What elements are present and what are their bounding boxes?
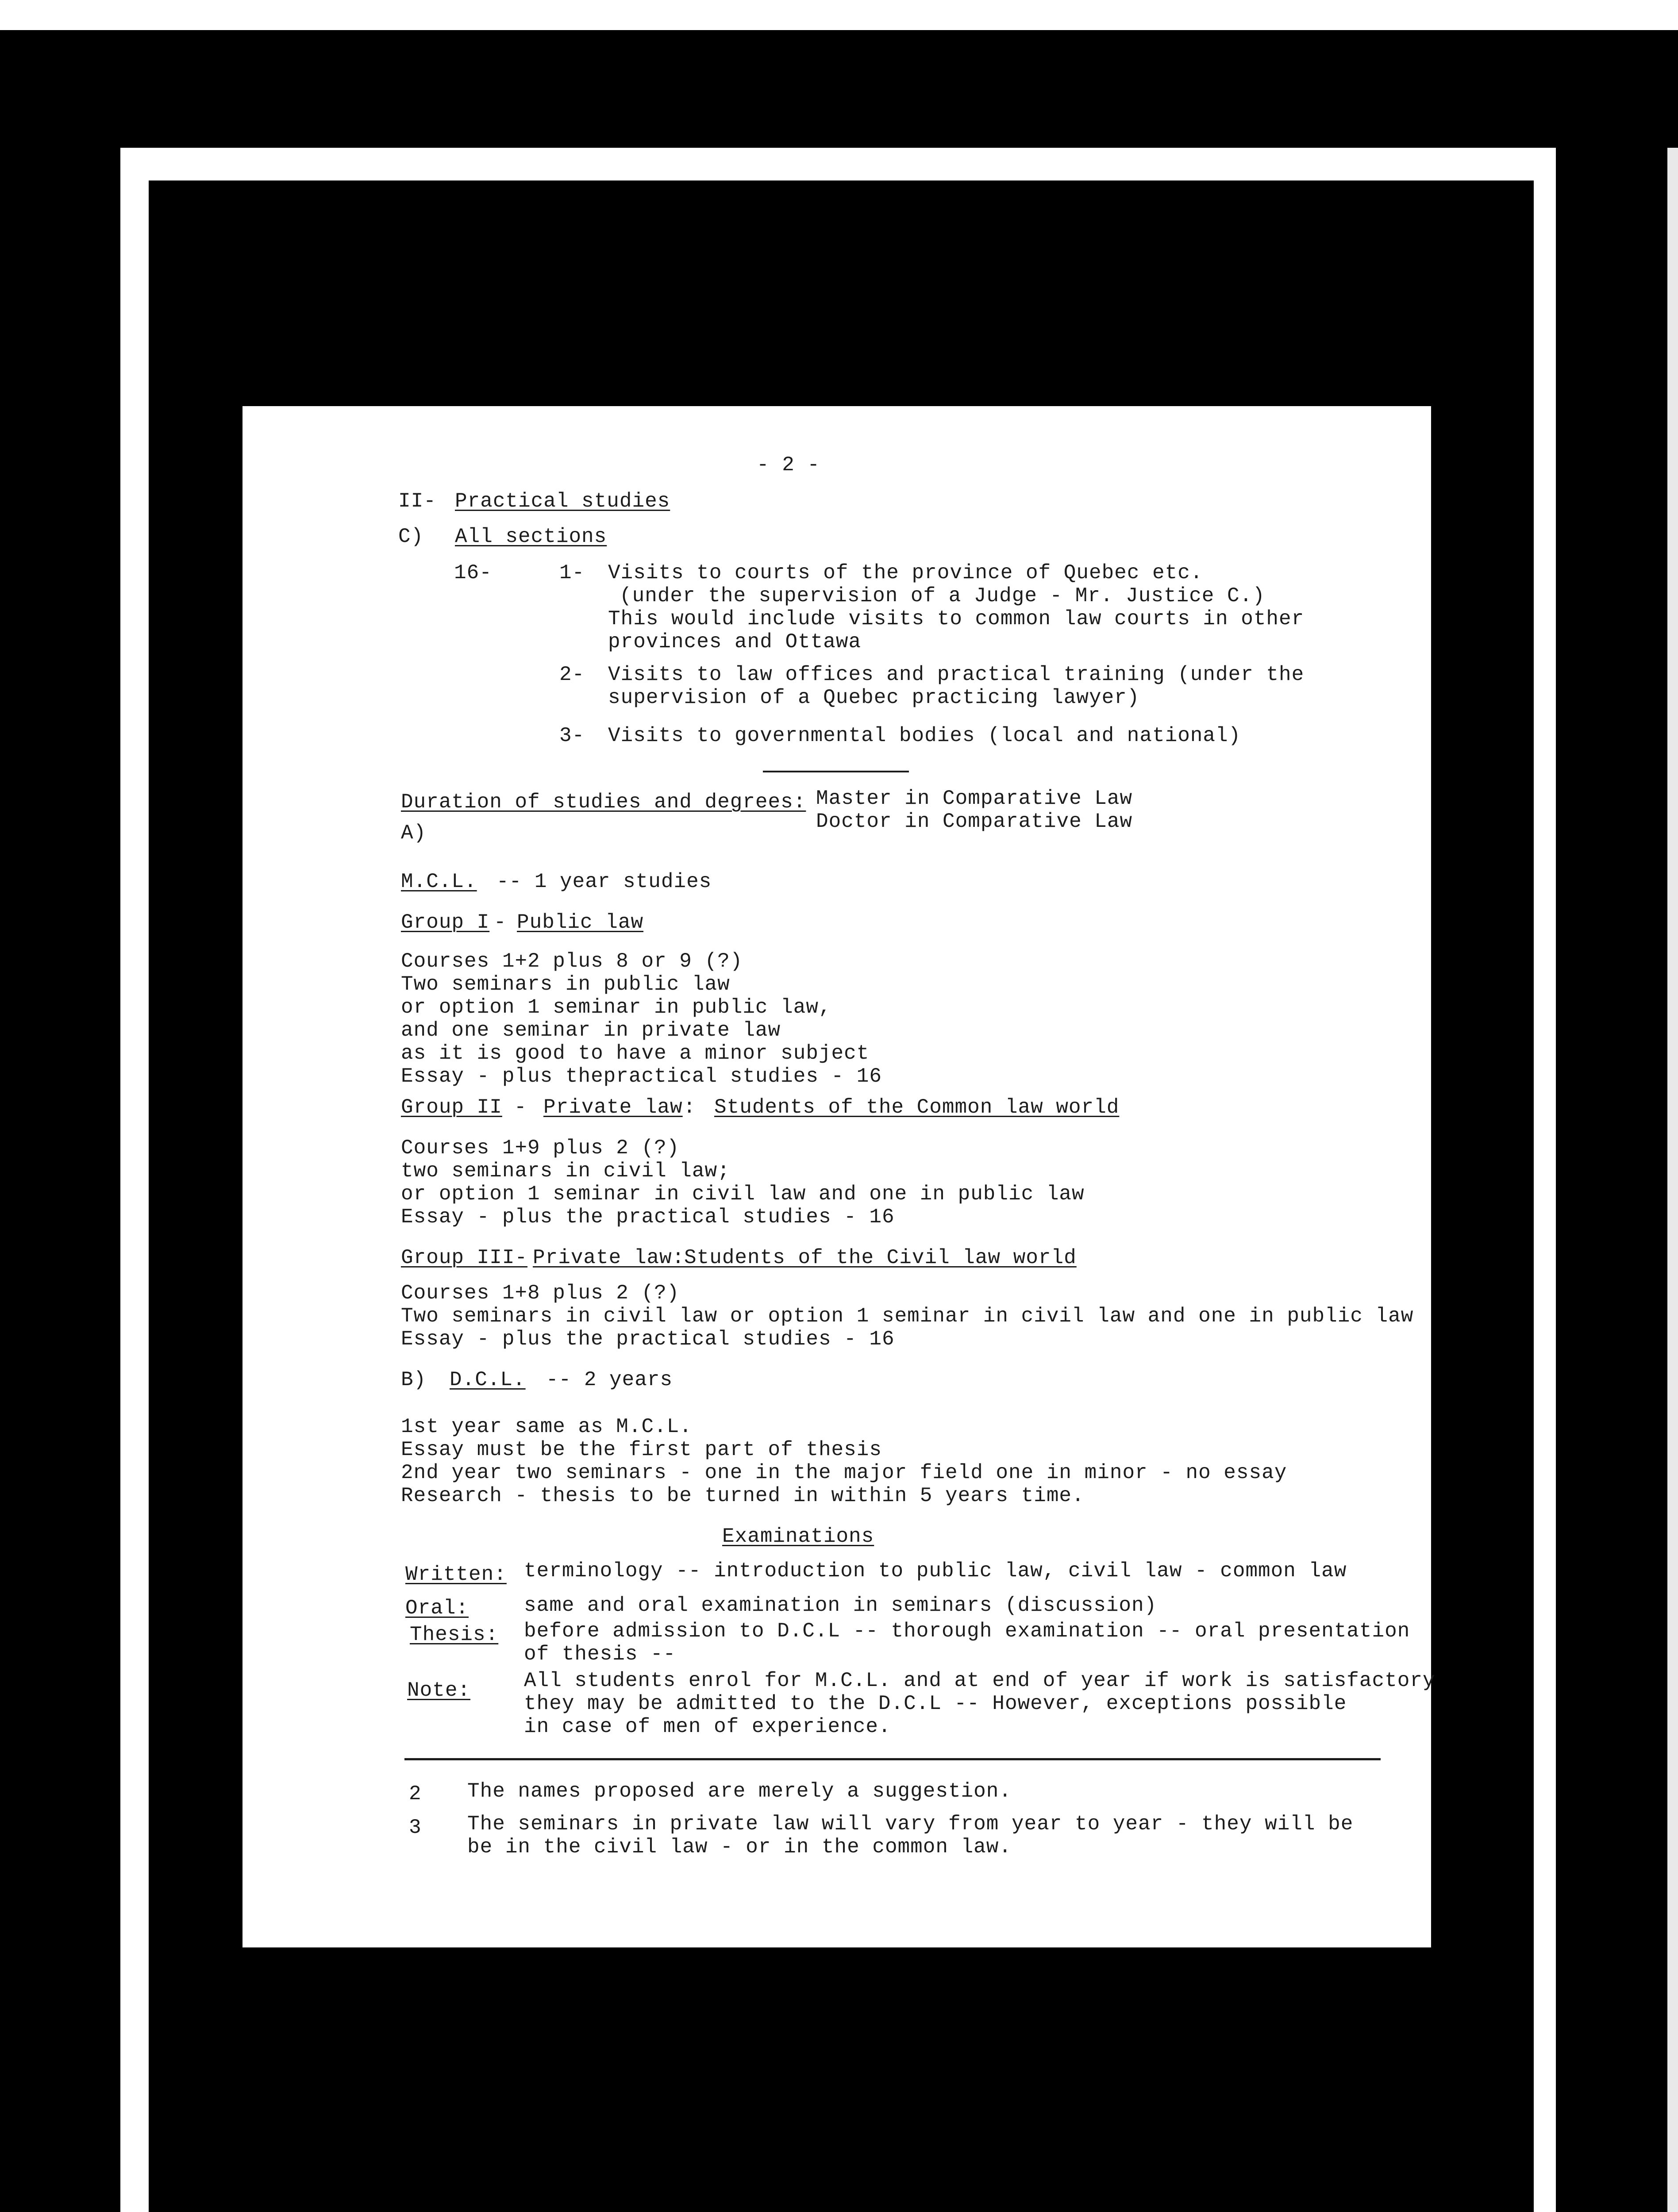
dcl-line: 1st year same as M.C.L. [401,1415,692,1438]
section-ii-heading: Practical studies [455,490,670,513]
document-page [242,406,1436,1947]
exam-note-label: Note: [407,1679,471,1702]
group-3-line: Essay - plus the practical studies - 16 [401,1328,895,1351]
footnote-number: 2 [409,1782,422,1805]
adjacent-frame-edge [1667,148,1678,2212]
dcl-abbr: D.C.L. [450,1368,526,1391]
group-3-line: Two seminars in civil law or option 1 seminar in civil law and one in public law [401,1305,1414,1328]
item-2-line: Visits to law offices and practical training (under the [608,663,1305,686]
group-1-title: Public law [517,911,644,934]
exam-written-text: terminology -- introduction to public law, civil law - common law [524,1559,1347,1582]
duration-heading: Duration of studies and degrees: [401,791,806,814]
group-1-line: Two seminars in public law [401,973,730,996]
group-3-label: Group III- [401,1246,528,1269]
group-1-line: as it is good to have a minor subject [401,1042,870,1065]
footnote-number: 3 [409,1816,422,1839]
group-2-line: two seminars in civil law; [401,1160,730,1183]
section-divider [763,771,909,772]
exam-note-text: in case of men of experience. [524,1715,891,1738]
item-1-line: This would include visits to common law courts in other [608,607,1305,630]
group-2-label: Group II [401,1096,502,1119]
group-2-dash: - [514,1096,527,1119]
section-ii-numeral: II- [398,490,436,513]
item-1-line: Visits to courts of the province of Quebec etc. [608,561,1203,584]
group-2-line: Essay - plus the practical studies - 16 [401,1206,895,1229]
dcl-b-marker: B) [401,1368,427,1391]
exam-thesis-label: Thesis: [410,1623,499,1646]
group-2-line: Courses 1+9 plus 2 (?) [401,1137,680,1160]
dcl-line: 2nd year two seminars - one in the major field one in minor - no essay [401,1461,1287,1484]
group-1-line: Essay - plus thepractical studies - 16 [401,1065,882,1088]
dcl-duration: -- 2 years [546,1368,673,1391]
item-2-line: supervision of a Quebec practicing lawyer) [608,686,1140,709]
section-c-letter: C) [398,525,424,548]
footnote-text: The seminars in private law will vary from year to year - they will be [467,1813,1354,1836]
footnote-separator [404,1758,1381,1760]
group-1-label: Group I [401,911,490,934]
group-3-line: Courses 1+8 plus 2 (?) [401,1282,680,1305]
dcl-line: Essay must be the first part of thesis [401,1438,882,1461]
group-1-line: or option 1 seminar in public law, [401,996,831,1019]
degree-name: Master in Comparative Law [816,787,1133,810]
group-1-line: and one seminar in private law [401,1019,781,1042]
group-2-line: or option 1 seminar in civil law and one in public law [401,1183,1085,1206]
group-1-line: Courses 1+2 plus 8 or 9 (?) [401,950,743,973]
mcl-abbr: M.C.L. [401,870,477,893]
item-3-line: Visits to governmental bodies (local and national) [608,724,1241,747]
section-c-heading: All sections [455,525,607,548]
footnote-text: The names proposed are merely a suggestion. [467,1780,1012,1803]
page-number: - 2 - [757,453,820,476]
exam-written-label: Written: [405,1563,507,1586]
group-2-colon: : [683,1096,696,1119]
footnote-text: be in the civil law - or in the common law. [467,1836,1012,1859]
exam-oral-text: same and oral examination in seminars (discussion) [524,1594,1157,1617]
film-top-margin [0,0,1678,30]
group-2-subtitle: Students of the Common law world [714,1096,1120,1119]
exam-note-text: they may be admitted to the D.C.L -- However, exceptions possible [524,1692,1347,1715]
item-1-line: provinces and Ottawa [608,630,862,653]
exam-thesis-text: before admission to D.C.L -- thorough examination -- oral presentation [524,1620,1410,1643]
group-3-subtitle: Students of the Civil law world [684,1246,1077,1269]
exam-note-text: All students enrol for M.C.L. and at end of year if work is satisfactory [524,1669,1436,1692]
mcl-duration: -- 1 year studies [496,870,712,893]
group-2-title: Private law [543,1096,683,1119]
item-2-number: 2- [559,663,585,686]
degree-name: Doctor in Comparative Law [816,810,1133,833]
duration-a-marker: A) [401,822,427,845]
group-1-dash: - [494,911,507,934]
item-1-number: 1- [559,561,585,584]
item-1-line: (under the supervision of a Judge - Mr. Justice C.) [620,584,1265,607]
exam-thesis-text: of thesis -- [524,1643,676,1666]
item-3-number: 3- [559,724,585,747]
group-3-title: Private law: [533,1246,685,1269]
item-16-marker: 16- [454,561,492,584]
dcl-line: Research - thesis to be turned in within 5 years time. [401,1484,1085,1507]
examinations-heading: Examinations [722,1525,874,1548]
exam-oral-label: Oral: [405,1597,469,1620]
